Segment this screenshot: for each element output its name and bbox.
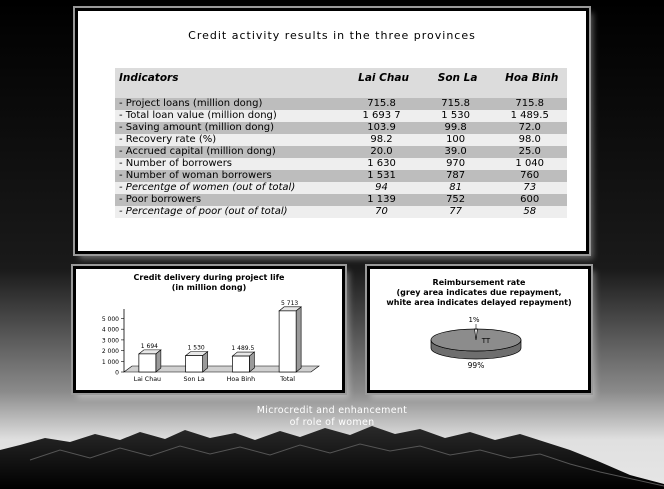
indicator-value: 98.2 <box>344 134 419 146</box>
x-tick-label: Hoa Binh <box>226 376 256 383</box>
table-row <box>115 134 567 146</box>
bar-total <box>279 311 296 372</box>
table-row <box>115 110 567 122</box>
indicator-value: 715.8 <box>419 98 493 110</box>
bar-data-label: 5 713 <box>281 299 299 307</box>
indicator-value: 715.8 <box>492 98 567 110</box>
indicator-label: - Poor borrowers <box>115 194 344 206</box>
indicator-value: 94 <box>344 182 419 194</box>
indicator-label: - Number of woman borrowers <box>115 170 344 182</box>
y-tick-label: 2 000 <box>101 348 119 356</box>
x-tick-label: Lai Chau <box>133 376 162 383</box>
indicator-value: 1 531 <box>344 170 419 182</box>
header-son-la: Son La <box>419 68 493 98</box>
table-header-row <box>115 68 567 98</box>
mountain-silhouette <box>0 420 664 489</box>
table-row <box>115 194 567 206</box>
credit-results-panel <box>75 8 589 254</box>
indicator-value: 20.0 <box>344 146 419 158</box>
indicator-label: - Total loan value (million dong) <box>115 110 344 122</box>
indicator-value: 1 489.5 <box>492 110 567 122</box>
indicator-value: 715.8 <box>344 98 419 110</box>
indicator-value: 100 <box>419 134 493 146</box>
indicator-value: 1 630 <box>344 158 419 170</box>
header-indicators: Indicators <box>115 68 344 98</box>
y-tick-label: 1 000 <box>101 358 119 366</box>
x-tick-label: Total <box>280 376 295 383</box>
indicator-value: 1 040 <box>492 158 567 170</box>
indicator-value: 760 <box>492 170 567 182</box>
results-table <box>115 68 567 218</box>
pie-label-due: 99% <box>467 361 485 370</box>
indicator-value: 39.0 <box>419 146 493 158</box>
header-lai-chau: Lai Chau <box>344 68 419 98</box>
pie-chart-subtitle-1: (grey area indicates due repayment, <box>396 288 562 297</box>
indicator-value: 77 <box>419 206 493 218</box>
table-row <box>115 98 567 110</box>
header-hoa-binh: Hoa Binh <box>492 68 567 98</box>
indicator-label: - Percentge of women (out of total) <box>115 182 344 194</box>
indicator-value: 98.0 <box>492 134 567 146</box>
bar-lai-chau <box>139 354 156 372</box>
y-tick-label: 0 <box>115 369 119 377</box>
table-body <box>115 98 567 218</box>
bar-side <box>296 307 301 372</box>
indicator-label: - Saving amount (million dong) <box>115 122 344 134</box>
indicator-label: - Accrued capital (million dong) <box>115 146 344 158</box>
table-title: Credit activity results in the three provinces <box>188 29 476 42</box>
bar-hoa-binh <box>232 356 249 372</box>
indicator-value: 73 <box>492 182 567 194</box>
y-tick-label: 5 000 <box>101 315 119 323</box>
caption-line-2: of role of women <box>289 417 375 428</box>
bar-side <box>203 352 208 372</box>
indicator-value: 70 <box>344 206 419 218</box>
reimbursement-rate-panel <box>367 266 591 393</box>
indicator-value: 752 <box>419 194 493 206</box>
y-tick-label: 4 000 <box>101 326 119 334</box>
pie-label-delayed: 1% <box>468 316 480 324</box>
indicator-label: - Number of borrowers <box>115 158 344 170</box>
pie-inner-label: TT <box>481 337 491 345</box>
indicator-value: 58 <box>492 206 567 218</box>
pie-chart <box>370 269 588 390</box>
bar-son-la <box>186 356 203 372</box>
table-row <box>115 206 567 218</box>
bar-data-label: 1 530 <box>187 344 205 352</box>
indicator-value: 1 139 <box>344 194 419 206</box>
table-row <box>115 182 567 194</box>
indicator-value: 103.9 <box>344 122 419 134</box>
indicator-value: 1 693 7 <box>344 110 419 122</box>
bar-data-label: 1 489.5 <box>231 345 255 353</box>
indicator-value: 25.0 <box>492 146 567 158</box>
x-tick-label: Son La <box>183 376 205 383</box>
table-row <box>115 170 567 182</box>
indicator-value: 72.0 <box>492 122 567 134</box>
indicator-value: 1 530 <box>419 110 493 122</box>
indicator-value: 99.8 <box>419 122 493 134</box>
bar-side <box>156 350 161 372</box>
pie-chart-title: Reimbursement rate <box>432 278 526 287</box>
indicator-value: 970 <box>419 158 493 170</box>
indicator-value: 600 <box>492 194 567 206</box>
indicator-label: - Percentage of poor (out of total) <box>115 206 344 218</box>
table-row <box>115 146 567 158</box>
indicator-value: 81 <box>419 182 493 194</box>
table-row <box>115 158 567 170</box>
indicator-label: - Recovery rate (%) <box>115 134 344 146</box>
bar-chart-subtitle: (in million dong) <box>171 283 247 292</box>
pie-chart-subtitle-2: white area indicates delayed repayment) <box>386 298 572 307</box>
caption-line-1: Microcredit and enhancement <box>256 405 408 416</box>
indicator-value: 787 <box>419 170 493 182</box>
bar-chart-title: Credit delivery during project life <box>133 273 285 282</box>
y-tick-label: 3 000 <box>101 337 119 345</box>
credit-delivery-chart-panel <box>73 266 345 393</box>
table-row <box>115 122 567 134</box>
indicator-label: - Project loans (million dong) <box>115 98 344 110</box>
bar-data-label: 1 694 <box>140 342 158 350</box>
bar-chart <box>76 269 342 390</box>
